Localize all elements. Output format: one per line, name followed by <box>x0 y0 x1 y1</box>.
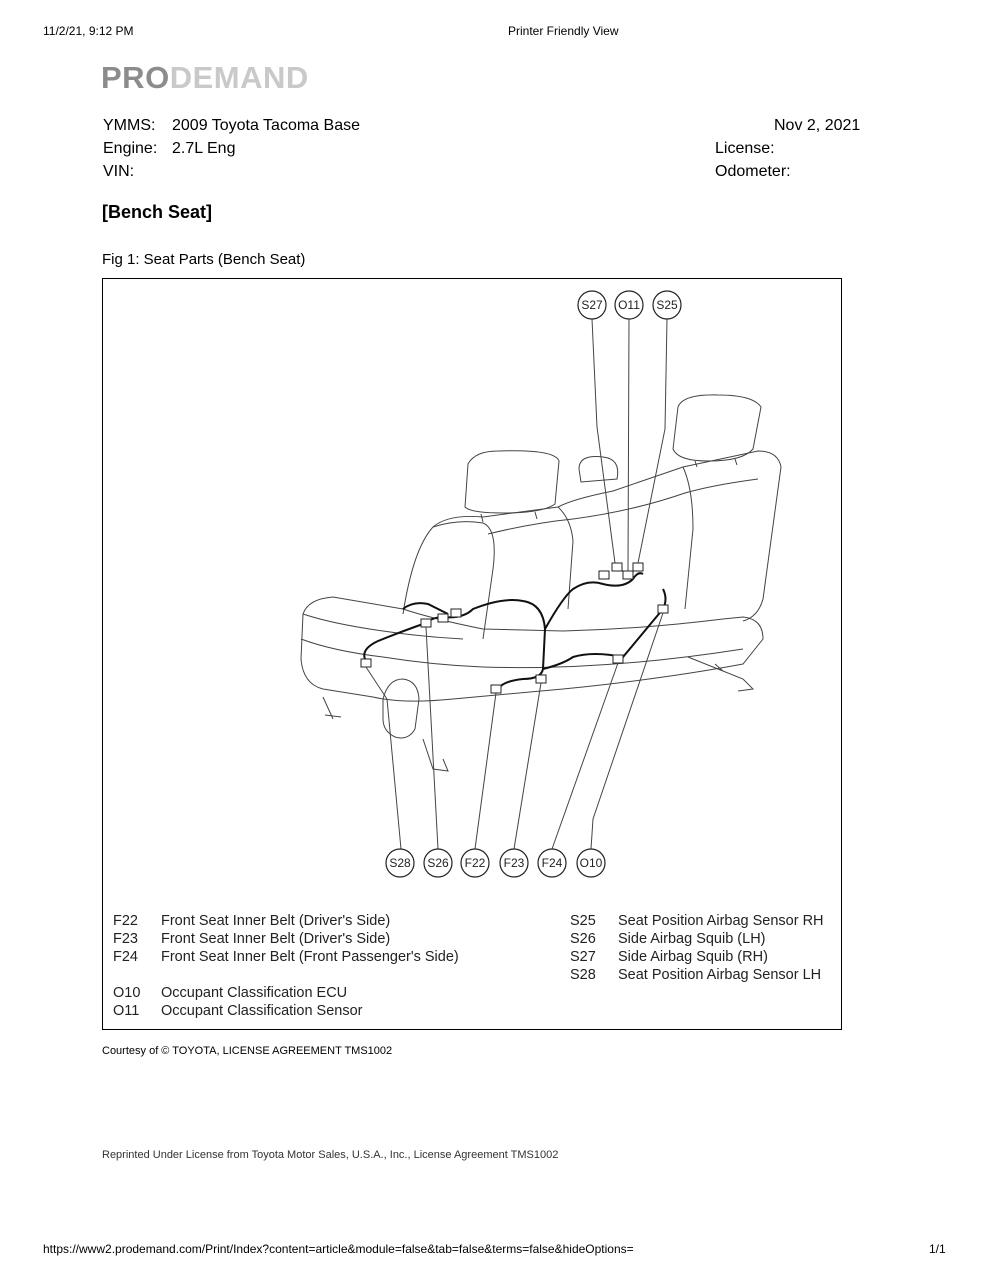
legend-code: S27 <box>570 949 596 965</box>
headrest-right <box>673 395 761 461</box>
seat-rail-front-left <box>423 739 448 771</box>
prodemand-logo <box>101 60 309 96</box>
connector-f24 <box>613 655 623 663</box>
leader-s25 <box>638 319 667 563</box>
leader-f22 <box>475 693 496 849</box>
legend-code: S25 <box>570 913 596 929</box>
seat-rail-right <box>688 657 753 691</box>
legend-desc: Side Airbag Squib (LH) <box>618 931 766 947</box>
legend-desc: Seat Position Airbag Sensor RH <box>618 913 824 929</box>
callout-label-bottom: O10 <box>579 856 603 870</box>
legend-entry <box>113 913 459 931</box>
seat-parts-figure <box>102 278 842 1030</box>
ymms-label: YMMS: <box>103 117 156 134</box>
legend-desc: Side Airbag Squib (RH) <box>618 949 768 965</box>
footer-url: https://www2.prodemand.com/Print/Index?content=article&module=false&tab=false&terms=false&hideOptions= <box>43 1242 634 1256</box>
legend-desc: Seat Position Airbag Sensor LH <box>618 967 822 983</box>
connector-f22 <box>491 685 501 693</box>
headrest-left <box>465 451 559 513</box>
bottom-leader-lines <box>366 613 663 849</box>
callout-label-top: O11 <box>618 298 640 312</box>
leader-o10 <box>591 613 663 849</box>
connector-s26 <box>421 619 431 627</box>
legend-code: F23 <box>113 931 138 947</box>
leader-o11 <box>628 319 629 571</box>
legend-right-col <box>570 913 824 985</box>
legend-entry <box>113 1003 459 1021</box>
legend-entry <box>570 949 824 967</box>
figure-caption: Fig 1: Seat Parts (Bench Seat) <box>102 251 306 268</box>
callout-label-bottom: S28 <box>389 856 411 870</box>
legend-entry <box>113 985 459 1003</box>
connector-s26b <box>438 614 448 622</box>
legend-code: F24 <box>113 949 138 965</box>
callout-label-top: S27 <box>581 298 603 312</box>
wire-harness <box>364 573 665 689</box>
odometer-label: Odometer: <box>715 163 791 180</box>
harness-left-branch <box>403 603 448 614</box>
seat-back-outline <box>403 451 781 621</box>
connector-s25 <box>633 563 643 571</box>
courtesy-note: Courtesy of © TOYOTA, LICENSE AGREEMENT TMS1002 <box>102 1045 393 1057</box>
legend-entry <box>113 931 459 949</box>
callout-label-top: S25 <box>656 298 678 312</box>
logo-part-pro: PRO <box>101 60 170 95</box>
engine-value: 2.7L Eng <box>172 140 236 157</box>
license-label: License: <box>715 140 775 157</box>
vin-label: VIN: <box>103 163 135 180</box>
callout-label-bottom: F23 <box>503 856 525 870</box>
engine-label: Engine: <box>103 140 158 157</box>
legend-desc: Front Seat Inner Belt (Front Passenger's Side) <box>161 949 459 965</box>
leader-s28 <box>366 667 401 849</box>
print-datetime: 11/2/21, 9:12 PM <box>43 24 134 38</box>
legend-desc: Occupant Classification Sensor <box>161 1003 363 1019</box>
seat-back-seam-right <box>683 467 693 609</box>
legend-desc: Occupant Classification ECU <box>161 985 348 1001</box>
leader-s26 <box>426 627 438 849</box>
report-date: Nov 2, 2021 <box>774 117 861 134</box>
legend-entry <box>570 931 824 949</box>
connector-o10 <box>658 605 668 613</box>
section-title: [Bench Seat] <box>102 202 213 222</box>
harness-right-run <box>545 573 643 629</box>
headrest-center <box>579 457 618 483</box>
legend-entry <box>570 967 824 985</box>
reprint-notice: Reprinted Under License from Toyota Motor Sales, U.S.A., Inc., License Agreement TMS1002 <box>102 1149 559 1161</box>
legend-code: S28 <box>570 967 596 983</box>
connector-s26c <box>451 609 461 617</box>
seat-cushion-outline <box>301 597 763 701</box>
logo-part-demand: DEMAND <box>169 60 309 95</box>
callout-label-bottom: F24 <box>541 856 563 870</box>
top-leader-lines <box>592 319 667 571</box>
print-view-title: Printer Friendly View <box>508 24 619 38</box>
legend-code: F22 <box>113 913 138 929</box>
connector-f23 <box>536 675 546 683</box>
callout-label-bottom: F22 <box>464 856 486 870</box>
legend-entry <box>570 913 824 931</box>
footer-page-number: 1/1 <box>929 1242 946 1256</box>
callout-labels <box>389 298 678 870</box>
legend-desc: Front Seat Inner Belt (Driver's Side) <box>161 913 391 929</box>
legend-left-col <box>113 913 459 1021</box>
leader-s27 <box>592 319 615 563</box>
ymms-value: 2009 Toyota Tacoma Base <box>172 117 360 134</box>
connector-s28 <box>361 659 371 667</box>
legend-desc: Front Seat Inner Belt (Driver's Side) <box>161 931 391 947</box>
connector-o11a <box>599 571 609 579</box>
callout-label-bottom: S26 <box>427 856 449 870</box>
leader-f23 <box>514 683 541 849</box>
armrest <box>383 679 419 738</box>
callout-circles <box>386 291 681 877</box>
legend-code: O10 <box>113 985 141 1001</box>
seat-back-seam-left <box>558 507 573 609</box>
legend-code: S26 <box>570 931 596 947</box>
seat-leg-left <box>323 697 341 719</box>
legend-code: O11 <box>113 1003 140 1019</box>
connector-s27 <box>612 563 622 571</box>
legend-entry <box>113 949 459 985</box>
connector-o11b <box>623 571 633 579</box>
leader-f24 <box>552 663 618 849</box>
